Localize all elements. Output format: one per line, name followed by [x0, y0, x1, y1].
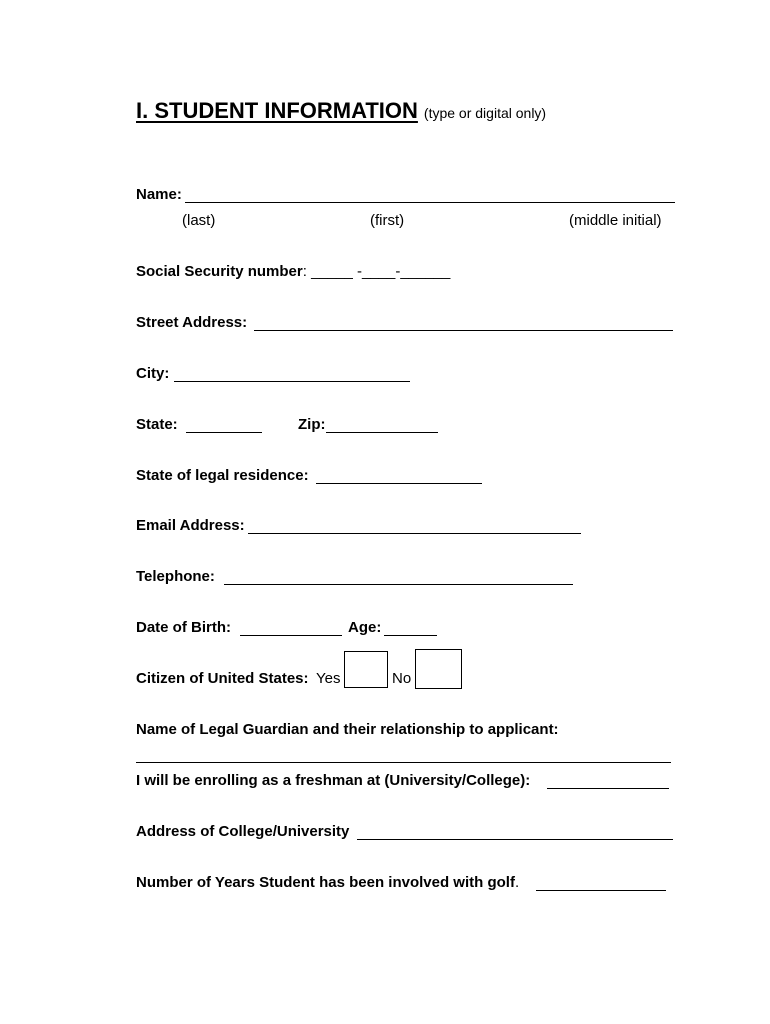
- ssn-label: Social Security number: [136, 263, 303, 280]
- college-address-field[interactable]: [357, 839, 673, 840]
- city-label: City:: [136, 365, 170, 382]
- golf-years-period: .: [514, 874, 520, 891]
- telephone-field[interactable]: [224, 584, 573, 585]
- age-field[interactable]: [384, 635, 437, 636]
- age-label: Age:: [348, 619, 382, 636]
- citizen-yes-label: Yes: [316, 670, 341, 687]
- zip-label: Zip:: [298, 416, 326, 433]
- ssn-row: [136, 263, 450, 281]
- citizen-label: Citizen of United States:: [136, 670, 309, 687]
- street-address-label: Street Address:: [136, 314, 248, 331]
- section-title-note: (type or digital only): [423, 105, 547, 121]
- street-address-field[interactable]: [254, 330, 673, 331]
- email-label: Email Address:: [136, 517, 245, 534]
- city-field[interactable]: [174, 381, 410, 382]
- name-label: Name:: [136, 186, 182, 203]
- golf-years-field[interactable]: [536, 890, 666, 891]
- name-field[interactable]: [185, 202, 675, 203]
- legal-residence-label: State of legal residence:: [136, 467, 309, 484]
- ssn-field[interactable]: _____ -____-______: [311, 263, 451, 280]
- citizen-no-label: No: [392, 670, 412, 687]
- name-last-caption: (last): [182, 212, 216, 229]
- citizen-yes-checkbox[interactable]: [344, 651, 388, 688]
- email-field[interactable]: [248, 533, 581, 534]
- section-title-row: [136, 98, 546, 124]
- name-first-caption: (first): [370, 212, 405, 229]
- legal-residence-field[interactable]: [316, 483, 482, 484]
- guardian-label: Name of Legal Guardian and their relationship to applicant:: [136, 721, 559, 738]
- telephone-label: Telephone:: [136, 568, 215, 585]
- zip-field[interactable]: [326, 432, 438, 433]
- golf-years-label: Number of Years Student has been involved with golf: [136, 874, 515, 891]
- enrolling-label: I will be enrolling as a freshman at (University/College):: [136, 772, 531, 789]
- dob-label: Date of Birth:: [136, 619, 231, 636]
- dob-field[interactable]: [240, 635, 342, 636]
- citizen-no-checkbox[interactable]: [415, 649, 462, 689]
- state-field[interactable]: [186, 432, 262, 433]
- state-label: State:: [136, 416, 178, 433]
- name-middle-caption: (middle initial): [569, 212, 662, 229]
- golf-years-row: [136, 874, 519, 892]
- section-title: I. STUDENT INFORMATION: [136, 98, 418, 123]
- enrolling-field[interactable]: [547, 788, 669, 789]
- college-address-label: Address of College/University: [136, 823, 350, 840]
- guardian-field[interactable]: [136, 762, 671, 763]
- ssn-colon: :: [302, 263, 307, 280]
